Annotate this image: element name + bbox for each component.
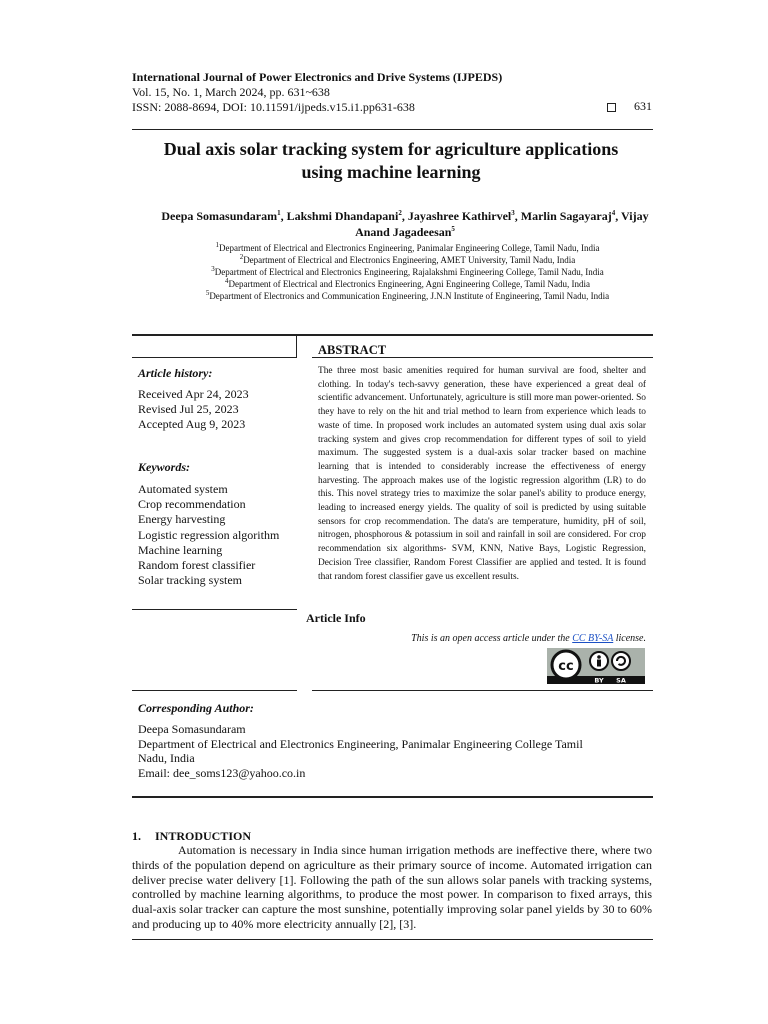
affiliation-text: Department of Electrical and Electronics Engineering, Agni Engineering College, Tamil Nadu, India [228, 279, 591, 289]
left-lower-rule [132, 690, 297, 691]
front-matter-bottom-rule [132, 796, 653, 798]
affiliation-text: Department of Electrical and Electronics Engineering, Panimalar Engineering College, Tamil Nadu, India [218, 243, 600, 253]
author-name: Marlin Sagayaraj [520, 209, 612, 223]
affiliation-marker: 1 [215, 241, 219, 249]
section-title: INTRODUCTION [155, 829, 252, 843]
abstract-heading-rule [312, 357, 653, 358]
author-name: Jayashree Kathirvel [407, 209, 512, 223]
author-separator: , [401, 209, 408, 223]
affiliation [180, 290, 635, 302]
abstract-heading: ABSTRACT [318, 343, 387, 357]
affiliation-text: Department of Electrical and Electronics Engineering, AMET University, Tamil Nadu, India [243, 255, 576, 265]
author-affiliation-marker: 1 [277, 209, 281, 217]
section-number: 1. [132, 829, 141, 843]
author-separator: , [615, 209, 622, 223]
affiliation-marker: 4 [224, 277, 229, 285]
page-bottom-rule [132, 939, 653, 940]
author-separator: , [280, 209, 287, 223]
keyword: Energy harvesting [138, 512, 226, 527]
introduction-paragraph: Automation is necessary in India since human irrigation methods are ineffective there, where two thirds of the population depend on agriculture as their primary source of income. Automated irrigation can deliver precise water delivery [1]. Following the path of the sun allows solar panels with tracking systems, controlled by machine learning algorithms, to produce the most power. In comparison to fixed arrays, this dual-axis solar tracker can capture the most sunshine, potentially improving solar panel yields by 30 to 60% and producing up to 40% more electricity annually [2], [3]. [132, 843, 652, 931]
author-affiliation-marker: 5 [451, 225, 455, 233]
page-number: 631 [634, 99, 652, 113]
corresponding-author-details [138, 722, 608, 780]
keyword: Solar tracking system [138, 573, 242, 588]
corresponding-dept-1: Department of Electrical and Electronics Engineering, Panimalar Engineering College Tamil [138, 736, 583, 751]
affiliation-marker: 2 [239, 253, 244, 261]
keywords-heading: Keywords: [138, 460, 190, 474]
introduction-heading [132, 829, 251, 844]
author-list [160, 208, 650, 240]
author-name: Lakshmi Dhandapani [286, 209, 399, 223]
keywords-bottom-rule [132, 609, 297, 610]
sa-label: SA [616, 676, 626, 684]
square-bullet-icon [607, 103, 616, 112]
cc-by-sa-link[interactable]: CC BY-SA [572, 633, 614, 644]
open-access-suffix: license. [613, 633, 646, 644]
keyword: Automated system [138, 482, 228, 496]
affiliation-list [180, 242, 635, 302]
affiliation-marker: 5 [205, 289, 210, 297]
journal-name: International Journal of Power Electronics and Drive Systems (IJPEDS) [132, 70, 503, 84]
open-access-prefix: This is an open access article under the [411, 633, 573, 644]
keywords-list [138, 482, 279, 588]
right-lower-rule [312, 690, 653, 691]
corresponding-dept-2: Nadu, India [138, 751, 195, 766]
author-name: Deepa Somasundaram [161, 209, 278, 223]
title-line-2: using machine learning [301, 162, 481, 182]
open-access-note [380, 633, 646, 644]
author-affiliation-marker: 4 [611, 209, 616, 217]
article-history [138, 387, 249, 433]
affiliation-text: Department of Electrical and Electronics Engineering, Rajalakshmi Engineering College, Tamil Nadu, India [214, 267, 604, 277]
header-rule [132, 129, 653, 130]
by-label: BY [594, 676, 604, 684]
corresponding-email[interactable]: Email: dee_soms123@yahoo.co.in [138, 765, 306, 780]
article-history-heading: Article history: [138, 366, 213, 380]
keyword: Random forest classifier [138, 558, 256, 573]
keyword: Crop recommendation [138, 497, 246, 512]
affiliation-text: Department of Electronics and Communication Engineering, J.N.N Institute of Engineering, Tamil Nadu, India [209, 291, 610, 301]
accepted-date: Accepted Aug 9, 2023 [138, 417, 246, 432]
cc-license-icon [547, 648, 645, 684]
revised-date: Revised Jul 25, 2023 [138, 402, 239, 417]
corresponding-author-heading: Corresponding Author: [138, 701, 254, 715]
received-date: Received Apr 24, 2023 [138, 387, 249, 401]
affiliation [180, 242, 635, 254]
abstract-top-rule [132, 334, 653, 336]
cc-letters: cc [558, 659, 574, 674]
affiliation [180, 278, 635, 290]
issn-doi: ISSN: 2088-8694, DOI: 10.11591/ijpeds.v15.i1.pp631-638 [132, 100, 415, 114]
article-info-label: Article Info [306, 611, 366, 625]
cc-by-sa-badge[interactable] [547, 648, 645, 684]
keyword: Machine learning [138, 542, 223, 557]
column-divider [296, 335, 297, 357]
corresponding-name: Deepa Somasundaram [138, 722, 246, 736]
author-affiliation-marker: 3 [511, 209, 515, 217]
keyword: Logistic regression algorithm [138, 527, 280, 542]
author-name: Vijay Anand Jagadeesan [355, 209, 649, 239]
volume-info: Vol. 15, No. 1, March 2024, pp. 631~638 [132, 85, 330, 99]
author-separator: , [514, 209, 521, 223]
abstract-text: The three most basic amenities required for human survival are food, shelter and clothing. In today's tech-savvy generation, these have experienced a great deal of scientific advancement. Unfortunately, agriculture is still more man power-oriented. So they have to rely on the hit and trial method to learn from experience which leads to waste of time. In proposed work includes an automated system using dual axis solar tracking system and gives crop recommendation for different types of soil to yield maximum. The suggested system is a dual-axis solar tracker based on machine learning that is intended to considerably increase the effectiveness of energy harvesting. The approach makes use of the logistic regression algorithm (LR) to do this. This novel strategy tries to maximize the solar panel's ability to produce energy, leading to increased energy yields. The quality of soil is predicted by using suitable sensors for crop recommendation. The data's are temperature, humidity, pH of soil, nitrogen, phosphorous & potassium in soil and rainfall in soil are considered. For crop recommendation six algorithms- SVM, KNN, Native Bays, Logistic Regression, Decision Tree classifier, Random Forest Classifier are applied and tested. It is found that random forest classifier gave us excellent results. [318, 366, 646, 582]
left-column-rule [132, 357, 297, 358]
title-line-1: Dual axis solar tracking system for agriculture applications [163, 139, 619, 159]
affiliation [180, 254, 635, 266]
affiliation [180, 266, 635, 278]
affiliation-marker: 3 [211, 265, 215, 273]
page-number-block [607, 99, 652, 114]
paper-title [132, 138, 650, 184]
author-affiliation-marker: 2 [398, 209, 402, 217]
